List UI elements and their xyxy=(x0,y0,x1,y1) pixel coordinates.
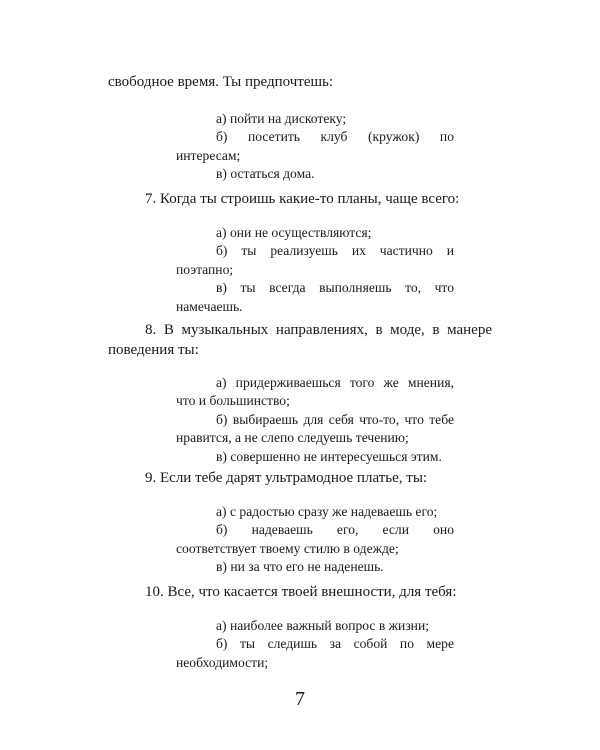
option-8b: б) выбираешь для себя что-то, что тебе нравится, а не слепо следуешь течению; xyxy=(176,411,454,446)
page-number: 7 xyxy=(295,688,305,710)
question-9-options xyxy=(176,503,454,577)
option-10a: а) наиболее важный вопрос в жизни; xyxy=(216,618,430,633)
question-8: 8. В музыкальных направлениях, в моде, в манере поведения ты: xyxy=(108,322,492,358)
question-7: 7. Когда ты строишь какие-то планы, чаще всего: xyxy=(145,191,460,207)
option-9c: в) ни за что его не наденешь. xyxy=(216,559,384,575)
question-6-continuation: свободное время. Ты предпочтешь: xyxy=(108,74,334,90)
option-6c: в) остаться дома. xyxy=(216,166,315,182)
option-9a: а) с радостью сразу же надеваешь его; xyxy=(216,504,438,519)
option-7a: а) они не осуществляются; xyxy=(216,225,372,240)
question-10-options xyxy=(176,617,454,672)
option-6b: б) посетить клуб (кружок) по интересам; xyxy=(176,129,454,163)
question-9: 9. Если тебе дарят ультрамодное платье, ты: xyxy=(145,470,428,486)
option-6a: а) пойти на дискотеку; xyxy=(216,111,347,126)
question-10: 10. Все, что касается твоей внешности, для тебя: xyxy=(145,584,457,600)
question-6-options xyxy=(176,110,454,184)
question-7-options xyxy=(176,224,454,316)
option-7b: б) ты реализуешь их частично и поэтапно; xyxy=(176,243,454,277)
option-9b: б) надеваешь его, если оно соответствует твоему стилю в одежде; xyxy=(176,522,454,556)
option-8a: а) придерживаешься того же мнения, что и большинство; xyxy=(176,375,454,409)
option-7c: в) ты всегда выполняешь то, что намечаешь. xyxy=(176,280,454,314)
question-8-options xyxy=(176,374,454,466)
option-10b: б) ты следишь за собой по мере необходимости; xyxy=(176,636,454,670)
option-8c: в) совершенно не интересуешься этим. xyxy=(216,448,442,464)
